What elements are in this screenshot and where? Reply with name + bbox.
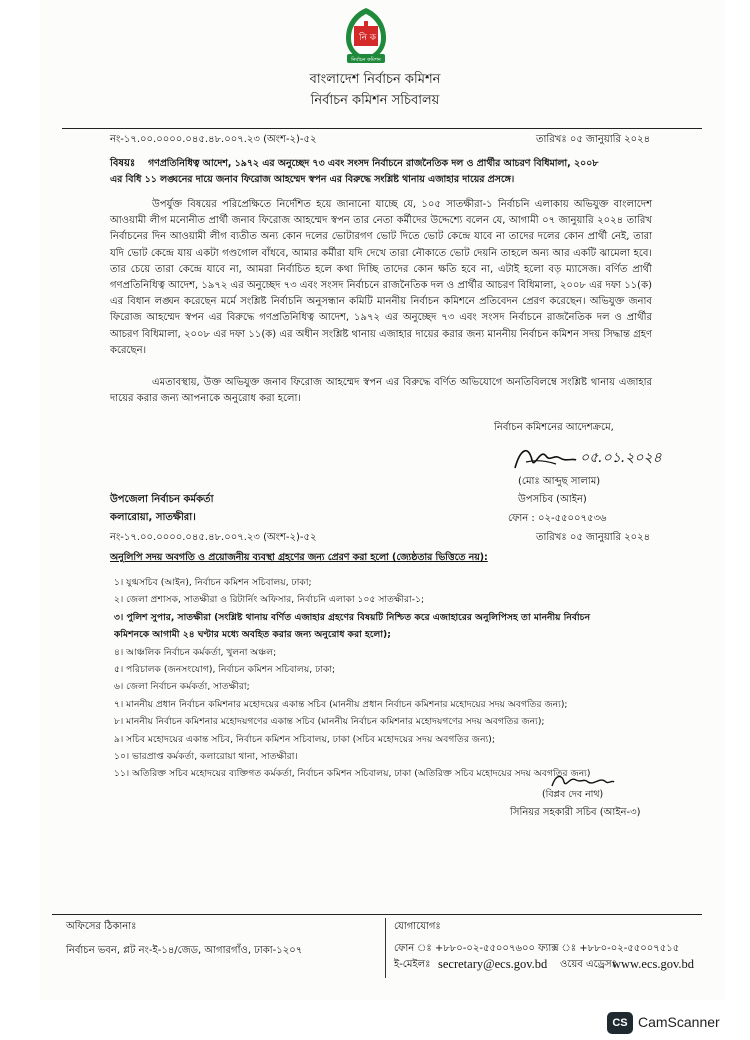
memo-2-reference: নং-১৭.০০.০০০০.০৪৫.৪৮.০০৭.২৩ (অংশ-২)-৫২ [110,532,317,543]
cc-list [114,575,634,784]
footer-web-label: ওয়েব এড্রেসঃ [560,959,617,970]
footer-address-label: অফিসের ঠিকানাঃ [66,921,137,932]
memo-date: তারিখঃ ০৫ জানুয়ারি ২০২৪ [536,134,651,145]
footer-phone-fax: ফোন ঃ +৮৮০-০২-৫৫০০৭৬০০ ফ্যাক্স ঃ +৮৮০-০২-৫৫০০৭৫১৫ [394,943,680,954]
subject-label: বিষয়ঃ [110,158,136,169]
cc-item: ৫। পরিচালক (জনসংযোগ), নির্বাচন কমিশন সচিবালয়, ঢাকা; [114,663,336,675]
cc-item: ১১। অতিরিক্ত সচিব মহোদয়ের ব্যক্তিগত কর্মকর্তা, নির্বাচন কমিশন সচিবালয়, ঢাকা (অতিরিক্ত সচিব মহোদয়ের সদয় অবগতির জন্য) [114,768,591,780]
recipient-location: কলারোয়া, সাতক্ষীরা। [110,512,196,523]
signatory-1-designation: উপসচিব (আইন) [518,494,587,505]
cc-item: ১০। ভারপ্রাপ্ত কর্মকর্তা, কলারোয়া থানা, সাতক্ষীরা। [114,750,298,762]
signatory-1-name: (মোঃ আব্দুছ সালাম) [518,476,601,487]
memo-2-date: তারিখঃ ০৫ জানুয়ারি ২০২৪ [536,532,651,543]
emblem-caption: নির্বাচন কমিশন [351,57,381,63]
footer-email-label: ই-মেইলঃ [394,959,431,970]
footer-email[interactable]: secretary@ecs.gov.bd [438,957,548,971]
cc-item: ৪। আঞ্চলিক নির্বাচন কর্মকর্তা, খুলনা অঞ্চল; [114,646,277,658]
camscanner-watermark: CamScanner [638,1014,720,1030]
signature-1-date: ০৫.০১.২০২৪ [580,450,662,466]
signatory-2-name: (বিপ্লব দেব নাথ) [542,789,604,800]
emblem-letters: নি ক [359,33,377,43]
by-order-line: নির্বাচন কমিশনের আদেশক্রমে, [494,422,614,433]
subject-line-1: গণপ্রতিনিধিত্ব আদেশ, ১৯৭২ এর অনুচ্ছেদ ৭৩ এবং সংসদ নির্বাচনে রাজনৈতিক দল ও প্রার্থীর আচরণ বিধিমালা, ২০০৮ [148,158,599,169]
cc-item: ৮। মাননীয় নির্বাচন কমিশনার মহোদয়গণের একান্ত সচিব (মাননীয় নির্বাচন কমিশনার মহোদয়গণের সদয় অবগতির জন্য); [114,716,545,728]
signatory-2-designation: সিনিয়র সহকারী সচিব (আইন-৩) [510,807,641,818]
memo-reference: নং-১৭.০০.০০০০.০৪৫.৪৮.০০৭.২৩ (অংশ-২)-৫২ [110,134,317,145]
org-secretariat: নির্বাচন কমিশন সচিবালয় [310,93,440,108]
cc-item: ৯। সচিব মহোদয়ের একান্ত সচিব, নির্বাচন কমিশন সচিবালয়, ঢাকা (সচিব মহোদয়ের সদয় অবগতির জন্য); [114,733,495,745]
cc-item: ৬। জেলা নির্বাচন কর্মকর্তা, সাতক্ষীরা; [114,681,250,693]
camscanner-logo-icon: CS [607,1012,633,1034]
footer-column-divider [385,918,386,978]
body-paragraph-2: এমতাবস্থায়, উক্ত অভিযুক্ত জনাব ফিরোজ আহম্মেদ স্বপন এর বিরুদ্ধে বর্ণিত অভিযোগে অনতিবিলম্বে সংশ্লিষ্ট থানায় এজাহার দায়ের করার জন্য আপনাকে অনুরোধ করা হলো। [110,377,652,405]
signature-1 [510,440,580,476]
cc-item: কমিশনকে আগামী ২৪ ঘণ্টার মধ্যে অবহিত করার জন্য অনুরোধ করা হলো); [114,629,391,641]
footer-address: নির্বাচন ভবন, প্লট নং-ই-১৪/জেড, আগারগাঁও, ঢাকা-১২০৭ [66,945,303,956]
header-divider [62,128,702,129]
cc-heading: অনুলিপি সদয় অবগতি ও প্রয়োজনীয় ব্যবস্থা গ্রহণের জন্য প্রেরণ করা হলো (জ্যেষ্ঠতার ভিত্তিতে নয়): [110,552,488,563]
cc-item: ৭। মাননীয় প্রধান নির্বাচন কমিশনার মহোদয়ের একান্ত সচিব (মাননীয় প্রধান নির্বাচন কমিশনার মহোদয়ের সদয় অবগতির জন্য); [114,698,568,710]
cc-item: ৩। পুলিশ সুপার, সাতক্ষীরা (সংশ্লিষ্ট থানায় বর্ণিত এজাহার গ্রহণের বিষয়টি নিশ্চিত করে এজাহারের অনুলিপিসহ তা মাননীয় নির্বাচন [114,611,591,623]
recipient-title: উপজেলা নির্বাচন কর্মকর্তা [110,494,214,505]
cc-item: ২। জেলা প্রশাসক, সাতক্ষীরা ও রিটার্নিং অফিসার, নির্বাচনি এলাকা ১০৫ সাতক্ষীরা-১; [114,594,425,606]
cc-item: ১। যুগ্মসচিব (আইন), নির্বাচন কমিশন সচিবালয়, ঢাকা; [114,577,312,588]
body-paragraph-1: উপর্যুক্ত বিষয়ের পরিপ্রেক্ষিতে নির্দেশিত হয়ে জানানো যাচ্ছে যে, ১০৫ সাতক্ষীরা-১ নির্বাচনি এলাকায় অভিযুক্ত বাংলাদেশ আওয়ামী লীগ মনোনীত প্রার্থী জনাব ফিরোজ আহম্মেদ স্বপন তার নেতা কর্মীদের উদ্দেশ্যে বলেন যে, আগামী ০৭ জানুয়ারি ২০২৪ তারিখ নির্বাচনের দিন আওয়ামী লীগ ব্যতীত অন্য কোন দলের ভোটারগণ ভোট দিতে ভোট কেন্দ্রে যাবে না তাদের দলের কোন প্রার্থী নেই, তারা যদি ভোট কেন্দ্রে যায় একটা গণ্ডগোল বাঁধবে, আমার কর্মীরা যদি দেখে তারা নৌকাতে ভোট দেয়নি তাহলে অন্য আর একটি ঝামেলা হবে। তার চেয়ে তারা কেন্দ্রে যাবে না, আমরা নির্বাচিত হলে কথা দিচ্ছি তাদের কোন ক্ষতি হবে না, এটাই হলো বড় ম্যাসেজ। বর্ণিত প্রার্থী গণপ্রতিনিধিত্ব আদেশ, ১৯৭২ এর অনুচ্ছেদ ৭৩ এবং সংসদ নির্বাচনে রাজনৈতিক দল ও প্রার্থীর আচরণ বিধিমালা, ২০০৮ এর দফা ১১(ক) এর বিধান লঙ্ঘন করেছেন মর্মে সংশ্লিষ্ট নির্বাচনি অনুসন্ধান কমিটি মাননীয় নির্বাচন কমিশনে প্রতিবেদন প্রেরণ করেছেন। অভিযুক্ত জনাব ফিরোজ আহম্মেদ স্বপন এর বিরুদ্ধে গণপ্রতিনিধিত্ব আদেশ, ১৯৭২ এর অনুচ্ছেদ ৭৩ এবং সংসদ নির্বাচনে রাজনৈতিক দল ও প্রার্থীর আচরণ বিধিমালা, ২০০৮ এর দফা ১১(ক) এর অধীন সংশ্লিষ্ট থানায় এজাহার দায়ের করার জন্য মাননীয় নির্বাচন কমিশন সদয় সিদ্ধান্ত গ্রহণ করেছেন। [110,199,652,356]
election-commission-emblem [338,6,394,66]
footer-contact-label: যোগাযোগঃ [394,921,441,932]
subject-line-2: এর বিধি ১১ লঙ্ঘনের দায়ে জনাব ফিরোজ আহম্মেদ স্বপন এর বিরুদ্ধে সংশ্লিষ্ট থানায় এজাহার দায়ের প্রসঙ্গে। [110,174,515,185]
signatory-1-phone: ফোন : ০২-৫৫০০৭৫৩৬ [508,513,607,524]
org-name: বাংলাদেশ নির্বাচন কমিশন [309,72,441,87]
footer-web[interactable]: www.ecs.gov.bd [612,957,695,971]
footer-divider-line [52,914,702,915]
